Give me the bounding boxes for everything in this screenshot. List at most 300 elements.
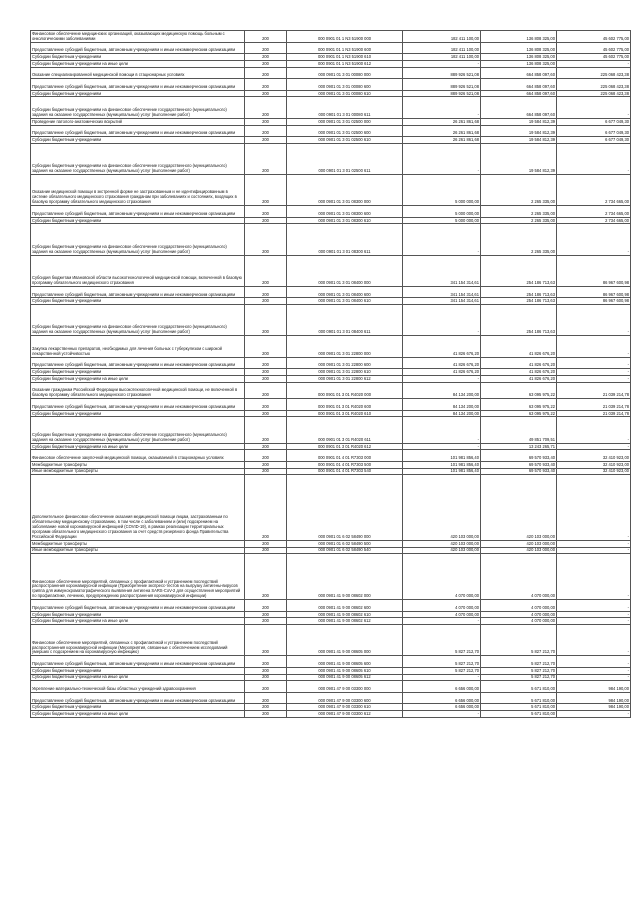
row-executed-amount-cell: 5 827 212,70 xyxy=(481,656,557,668)
row-remaining-amount-cell: 984 190,00 xyxy=(557,704,631,711)
row-name-cell: Субсидии бюджетным учреждениям xyxy=(31,217,245,224)
row-admin-code-cell: 200 xyxy=(245,42,287,54)
table-row xyxy=(31,618,631,625)
table-row xyxy=(31,305,631,336)
row-budget-code-cell: 000 0901 01 3 01 08300 610 xyxy=(287,217,403,224)
row-name-cell: Финансовое обеспечение мероприятий, связанных с профилактикой и устранением последствий распространения коронавирусной инфекции (Мероприятия, связанные с обеспечением исследований умерших с подозрением на коронавирусную инфекцию) xyxy=(31,625,245,656)
row-admin-code-cell: 200 xyxy=(245,286,287,298)
row-approved-amount-cell: 41 826 676,20 xyxy=(403,369,481,376)
row-admin-code-cell: 200 xyxy=(245,618,287,625)
row-name-cell: Предоставление субсидий бюджетным, автономным учреждениям и иным некоммерческим организациям xyxy=(31,125,245,137)
row-name-cell: Межбюджетные трансферты xyxy=(31,540,245,547)
row-budget-code-cell: 000 0901 41 9 00 08605 000 xyxy=(287,625,403,656)
row-budget-code-cell: 000 0901 41 9 00 08602 000 xyxy=(287,554,403,600)
row-admin-code-cell: 200 xyxy=(245,125,287,137)
row-remaining-amount-cell: 984 190,00 xyxy=(557,692,631,704)
row-budget-code-cell: 000 0901 01 3 01 22800 600 xyxy=(287,357,403,369)
budget-table xyxy=(30,30,631,718)
row-admin-code-cell: 200 xyxy=(245,711,287,718)
table-row xyxy=(31,137,631,144)
row-executed-amount-cell: 4 070 000,00 xyxy=(481,611,557,618)
row-budget-code-cell: 000 0901 01 3 01 00080 611 xyxy=(287,97,403,118)
row-budget-code-cell: 000 0901 01 6 02 58490 500 xyxy=(287,540,403,547)
table-row xyxy=(31,417,631,443)
document-page xyxy=(30,30,630,718)
row-admin-code-cell: 200 xyxy=(245,417,287,443)
row-executed-amount-cell: 254 186 713,63 xyxy=(481,298,557,305)
row-budget-code-cell: 000 0901 01 3 01 00080 600 xyxy=(287,79,403,91)
row-remaining-amount-cell: - xyxy=(557,600,631,612)
row-remaining-amount-cell: 2 734 665,00 xyxy=(557,217,631,224)
row-budget-code-cell: 000 0901 41 9 00 08602 612 xyxy=(287,618,403,625)
row-executed-amount-cell: 5 827 212,70 xyxy=(481,625,557,656)
table-row xyxy=(31,399,631,411)
row-executed-amount-cell: 664 858 097,60 xyxy=(481,97,557,118)
row-budget-code-cell: 000 0901 01 3 01 00080 610 xyxy=(287,90,403,97)
row-budget-code-cell: 000 0901 01 3 01 R4020 000 xyxy=(287,382,403,399)
row-name-cell: Субсидии бюджетным учреждениям на иные цели xyxy=(31,375,245,382)
row-executed-amount-cell: 41 826 676,20 xyxy=(481,375,557,382)
table-row xyxy=(31,656,631,668)
table-row xyxy=(31,125,631,137)
row-remaining-amount-cell: 225 068 423,38 xyxy=(557,79,631,91)
row-name-cell: Субсидии бюджетным учреждениям xyxy=(31,90,245,97)
row-remaining-amount-cell: - xyxy=(557,97,631,118)
table-row xyxy=(31,54,631,61)
row-remaining-amount-cell: - xyxy=(557,369,631,376)
row-executed-amount-cell: 41 826 676,20 xyxy=(481,369,557,376)
row-name-cell: Субсидии бюджетным учреждениям на иные цели xyxy=(31,618,245,625)
row-remaining-amount-cell: - xyxy=(557,357,631,369)
row-approved-amount-cell: 420 103 000,00 xyxy=(403,475,481,541)
row-approved-amount-cell: 84 134 200,00 xyxy=(403,382,481,399)
row-approved-amount-cell: 101 981 856,40 xyxy=(403,468,481,475)
row-admin-code-cell: 200 xyxy=(245,217,287,224)
row-name-cell: Предоставление субсидий бюджетным, автономным учреждениям и иным некоммерческим организациям xyxy=(31,692,245,704)
row-name-cell: Субсидии бюджетным учреждениям на иные цели xyxy=(31,674,245,681)
row-admin-code-cell: 200 xyxy=(245,60,287,67)
row-admin-code-cell: 200 xyxy=(245,369,287,376)
row-approved-amount-cell: 5 000 000,00 xyxy=(403,206,481,218)
table-row xyxy=(31,475,631,541)
row-executed-amount-cell: 2 265 335,00 xyxy=(481,224,557,255)
budget-table-body xyxy=(31,31,631,718)
row-executed-amount-cell: 420 103 000,00 xyxy=(481,540,557,547)
table-row xyxy=(31,443,631,450)
row-admin-code-cell: 200 xyxy=(245,174,287,205)
row-name-cell: Оказание медицинской помощи в экстренной форме не застрахованным и не идентифицированным в системе обязательного медицинского страхования гражданам при заболеваниях и состояниях, входящих в базовую программу обязательного медицинского страхования xyxy=(31,174,245,205)
row-executed-amount-cell: 2 265 335,00 xyxy=(481,217,557,224)
row-approved-amount-cell: 4 070 000,00 xyxy=(403,611,481,618)
row-admin-code-cell: 200 xyxy=(245,90,287,97)
row-name-cell: Оказание специализированной медицинской помощи в стационарных условиях xyxy=(31,67,245,79)
row-executed-amount-cell: 420 103 000,00 xyxy=(481,547,557,554)
row-remaining-amount-cell: 45 602 775,00 xyxy=(557,42,631,54)
table-row xyxy=(31,410,631,417)
row-remaining-amount-cell: 86 967 600,98 xyxy=(557,298,631,305)
row-remaining-amount-cell: 2 734 665,00 xyxy=(557,206,631,218)
row-name-cell: Дополнительное финансовое обеспечение оказания медицинской помощи лицам, застрахованным по обязательному медицинскому страхованию, в том числе с заболеванием и (или) подозрением на заболевание новой коронавирусной инфекцией (COVID-19), в рамках реализации территориальных программ обязательного медицинского страхования за счет средств резервного фонда Правительства Российской Федерации xyxy=(31,475,245,541)
row-executed-amount-cell: 63 095 975,22 xyxy=(481,399,557,411)
row-budget-code-cell: 000 0901 01 3 01 R4020 611 xyxy=(287,417,403,443)
row-admin-code-cell: 200 xyxy=(245,97,287,118)
row-name-cell: Субсидии бюджетным учреждениям на иные цели xyxy=(31,60,245,67)
row-budget-code-cell: 000 0901 01 3 01 08300 611 xyxy=(287,224,403,255)
row-executed-amount-cell: 41 826 676,20 xyxy=(481,336,557,357)
table-row xyxy=(31,255,631,286)
row-budget-code-cell: 000 0901 01 3 01 08300 600 xyxy=(287,206,403,218)
row-remaining-amount-cell: 32 410 923,00 xyxy=(557,468,631,475)
row-approved-amount-cell: 889 926 521,08 xyxy=(403,90,481,97)
row-approved-amount-cell: 182 411 100,00 xyxy=(403,54,481,61)
row-admin-code-cell: 200 xyxy=(245,443,287,450)
row-name-cell: Предоставление субсидий бюджетным, автономным учреждениям и иным некоммерческим организациям xyxy=(31,600,245,612)
row-admin-code-cell: 200 xyxy=(245,540,287,547)
table-row xyxy=(31,97,631,118)
row-name-cell: Субсидии бюджетным учреждениям xyxy=(31,54,245,61)
row-budget-code-cell: 000 0901 47 9 00 03300 612 xyxy=(287,711,403,718)
row-executed-amount-cell: 664 858 097,60 xyxy=(481,79,557,91)
row-approved-amount-cell: 41 826 676,20 xyxy=(403,336,481,357)
row-admin-code-cell: 200 xyxy=(245,224,287,255)
row-budget-code-cell: 000 0901 01 1 N3 51900 600 xyxy=(287,42,403,54)
row-name-cell: Предоставление субсидий бюджетным, автономным учреждениям и иным некоммерческим организациям xyxy=(31,399,245,411)
table-row xyxy=(31,90,631,97)
row-name-cell: Субсидии бюджетным учреждениям на иные цели xyxy=(31,711,245,718)
table-row xyxy=(31,692,631,704)
row-remaining-amount-cell: 225 068 423,38 xyxy=(557,67,631,79)
row-executed-amount-cell: 5 671 810,00 xyxy=(481,704,557,711)
row-admin-code-cell: 200 xyxy=(245,450,287,462)
row-approved-amount-cell: 6 656 000,00 xyxy=(403,704,481,711)
table-row xyxy=(31,118,631,125)
row-admin-code-cell: 200 xyxy=(245,399,287,411)
row-approved-amount-cell: - xyxy=(403,143,481,174)
row-approved-amount-cell: 84 134 200,00 xyxy=(403,410,481,417)
row-approved-amount-cell: 5 827 212,70 xyxy=(403,667,481,674)
row-name-cell: Субсидии бюджетным учреждениям xyxy=(31,410,245,417)
row-budget-code-cell: 000 0901 01 4 01 R7303 500 xyxy=(287,462,403,469)
table-row xyxy=(31,554,631,600)
row-executed-amount-cell: 2 265 335,00 xyxy=(481,206,557,218)
row-name-cell: Субсидии бюджетным учреждениям на иные цели xyxy=(31,443,245,450)
row-admin-code-cell: 200 xyxy=(245,611,287,618)
row-approved-amount-cell: 6 656 000,00 xyxy=(403,692,481,704)
row-budget-code-cell: 000 0901 01 3 01 00080 000 xyxy=(287,67,403,79)
table-row xyxy=(31,540,631,547)
row-approved-amount-cell: 26 261 861,68 xyxy=(403,125,481,137)
row-remaining-amount-cell: - xyxy=(557,60,631,67)
row-remaining-amount-cell: 2 734 665,00 xyxy=(557,174,631,205)
row-remaining-amount-cell: 984 190,00 xyxy=(557,681,631,693)
row-budget-code-cell: 000 0901 01 3 01 08400 611 xyxy=(287,305,403,336)
row-name-cell: Предоставление субсидий бюджетным, автономным учреждениям и иным некоммерческим организациям xyxy=(31,656,245,668)
row-approved-amount-cell: 341 154 314,61 xyxy=(403,255,481,286)
table-row xyxy=(31,667,631,674)
row-approved-amount-cell: - xyxy=(403,375,481,382)
row-budget-code-cell: 000 0901 01 1 N3 51900 612 xyxy=(287,60,403,67)
row-remaining-amount-cell: 21 039 214,78 xyxy=(557,399,631,411)
row-admin-code-cell: 200 xyxy=(245,692,287,704)
row-budget-code-cell: 000 0901 01 3 01 02500 600 xyxy=(287,125,403,137)
row-admin-code-cell: 200 xyxy=(245,137,287,144)
row-admin-code-cell: 200 xyxy=(245,625,287,656)
table-row xyxy=(31,382,631,399)
row-admin-code-cell: 200 xyxy=(245,375,287,382)
table-row xyxy=(31,42,631,54)
row-admin-code-cell: 200 xyxy=(245,67,287,79)
row-budget-code-cell: 000 0901 01 3 01 22800 000 xyxy=(287,336,403,357)
table-row xyxy=(31,704,631,711)
row-approved-amount-cell: - xyxy=(403,305,481,336)
table-row xyxy=(31,462,631,469)
row-budget-code-cell: 000 0901 01 3 01 08400 610 xyxy=(287,298,403,305)
row-approved-amount-cell: 101 981 856,40 xyxy=(403,462,481,469)
row-remaining-amount-cell: 21 039 214,78 xyxy=(557,410,631,417)
row-approved-amount-cell: 5 827 212,70 xyxy=(403,656,481,668)
row-executed-amount-cell: 136 808 325,00 xyxy=(481,42,557,54)
row-remaining-amount-cell: - xyxy=(557,656,631,668)
row-approved-amount-cell: 341 154 314,61 xyxy=(403,298,481,305)
row-executed-amount-cell: 136 808 325,00 xyxy=(481,60,557,67)
row-executed-amount-cell: 49 851 709,51 xyxy=(481,417,557,443)
row-budget-code-cell: 000 0901 01 1 N3 51900 610 xyxy=(287,54,403,61)
row-admin-code-cell: 200 xyxy=(245,674,287,681)
row-admin-code-cell: 200 xyxy=(245,298,287,305)
row-approved-amount-cell: 5 000 000,00 xyxy=(403,217,481,224)
row-approved-amount-cell: 889 926 521,08 xyxy=(403,67,481,79)
row-approved-amount-cell: - xyxy=(403,711,481,718)
row-approved-amount-cell: 101 981 856,40 xyxy=(403,450,481,462)
row-executed-amount-cell: 4 070 000,00 xyxy=(481,554,557,600)
row-budget-code-cell: 000 0901 47 9 00 03300 610 xyxy=(287,704,403,711)
row-executed-amount-cell: 254 186 713,63 xyxy=(481,305,557,336)
row-name-cell: Субсидии бюджетным учреждениям xyxy=(31,369,245,376)
row-executed-amount-cell: 19 584 812,39 xyxy=(481,137,557,144)
row-remaining-amount-cell: - xyxy=(557,667,631,674)
table-row xyxy=(31,600,631,612)
row-name-cell: Оказание гражданам Российской Федерации высокотехнологичной медицинской помощи, не включенной в базовую программу обязательного медицинского страхования xyxy=(31,382,245,399)
row-budget-code-cell: 000 0901 41 9 00 08605 612 xyxy=(287,674,403,681)
row-admin-code-cell: 200 xyxy=(245,468,287,475)
row-remaining-amount-cell: - xyxy=(557,618,631,625)
row-budget-code-cell: 000 0901 01 6 02 58490 000 xyxy=(287,475,403,541)
row-name-cell: Закупка лекарственных препаратов, необходимых для лечения больных с туберкулезом с широкой лекарственной устойчивостью xyxy=(31,336,245,357)
table-row xyxy=(31,224,631,255)
table-row xyxy=(31,67,631,79)
row-remaining-amount-cell: - xyxy=(557,224,631,255)
row-name-cell: Предоставление субсидий бюджетным, автономным учреждениям и иным некоммерческим организациям xyxy=(31,357,245,369)
row-remaining-amount-cell: - xyxy=(557,305,631,336)
row-approved-amount-cell: 6 656 000,00 xyxy=(403,681,481,693)
table-row xyxy=(31,375,631,382)
row-admin-code-cell: 200 xyxy=(245,336,287,357)
row-executed-amount-cell: 69 570 933,40 xyxy=(481,462,557,469)
row-budget-code-cell: 000 0901 01 4 01 R7303 540 xyxy=(287,468,403,475)
row-name-cell: Субсидии бюджетным учреждениям xyxy=(31,611,245,618)
row-budget-code-cell: 000 0901 41 9 00 08602 610 xyxy=(287,611,403,618)
row-remaining-amount-cell: - xyxy=(557,611,631,618)
row-executed-amount-cell: 664 858 097,60 xyxy=(481,67,557,79)
row-admin-code-cell: 200 xyxy=(245,600,287,612)
row-executed-amount-cell: 19 584 812,39 xyxy=(481,143,557,174)
row-executed-amount-cell: 5 671 810,00 xyxy=(481,711,557,718)
row-budget-code-cell: 000 0901 01 3 01 02500 000 xyxy=(287,118,403,125)
row-approved-amount-cell: - xyxy=(403,618,481,625)
row-remaining-amount-cell: - xyxy=(557,674,631,681)
row-remaining-amount-cell: 225 068 423,38 xyxy=(557,90,631,97)
row-approved-amount-cell: - xyxy=(403,60,481,67)
table-row xyxy=(31,298,631,305)
row-budget-code-cell: 000 0901 01 3 01 R4020 612 xyxy=(287,443,403,450)
row-admin-code-cell: 200 xyxy=(245,704,287,711)
row-approved-amount-cell: 182 411 100,00 xyxy=(403,42,481,54)
row-name-cell: Субсидии бюджетным учреждениям xyxy=(31,667,245,674)
row-admin-code-cell: 200 xyxy=(245,382,287,399)
row-executed-amount-cell: 5 827 212,70 xyxy=(481,667,557,674)
row-executed-amount-cell: 13 243 265,71 xyxy=(481,443,557,450)
table-row xyxy=(31,174,631,205)
row-executed-amount-cell: 4 070 000,00 xyxy=(481,600,557,612)
row-remaining-amount-cell: 45 602 775,00 xyxy=(557,31,631,43)
row-admin-code-cell: 200 xyxy=(245,681,287,693)
row-name-cell: Финансовое обеспечение закупочной медицинской помощи, оказываемой в стационарных условиях xyxy=(31,450,245,462)
row-remaining-amount-cell: - xyxy=(557,625,631,656)
row-admin-code-cell: 200 xyxy=(245,667,287,674)
row-budget-code-cell: 000 0901 41 9 00 08605 610 xyxy=(287,667,403,674)
row-executed-amount-cell: 254 186 713,63 xyxy=(481,255,557,286)
row-remaining-amount-cell: 6 677 049,30 xyxy=(557,137,631,144)
table-row xyxy=(31,31,631,43)
row-name-cell: Укрепление материально-технической базы областных учреждений здравоохранения xyxy=(31,681,245,693)
row-budget-code-cell: 000 0901 01 3 01 02500 611 xyxy=(287,143,403,174)
row-name-cell: Субсидии бюджетным учреждениям на финансовое обеспечение государственного (муниципального) задания на оказание государственных (муниципальных) услуг (выполнение работ) xyxy=(31,97,245,118)
row-admin-code-cell: 200 xyxy=(245,357,287,369)
table-row xyxy=(31,674,631,681)
row-executed-amount-cell: 136 808 325,00 xyxy=(481,54,557,61)
row-admin-code-cell: 200 xyxy=(245,143,287,174)
table-row xyxy=(31,286,631,298)
row-executed-amount-cell: 5 827 212,70 xyxy=(481,674,557,681)
row-approved-amount-cell: 341 154 314,61 xyxy=(403,286,481,298)
row-approved-amount-cell: - xyxy=(403,224,481,255)
row-executed-amount-cell: 136 808 325,00 xyxy=(481,31,557,43)
row-admin-code-cell: 200 xyxy=(245,118,287,125)
row-admin-code-cell: 200 xyxy=(245,206,287,218)
table-row xyxy=(31,143,631,174)
table-row xyxy=(31,336,631,357)
row-executed-amount-cell: 41 826 676,20 xyxy=(481,357,557,369)
row-approved-amount-cell: 5 000 000,00 xyxy=(403,174,481,205)
row-name-cell: Межбюджетные трансферты xyxy=(31,462,245,469)
row-admin-code-cell: 200 xyxy=(245,31,287,43)
row-remaining-amount-cell: 86 967 600,98 xyxy=(557,286,631,298)
row-remaining-amount-cell: - xyxy=(557,417,631,443)
row-executed-amount-cell: 420 103 000,00 xyxy=(481,475,557,541)
row-executed-amount-cell: 63 095 975,22 xyxy=(481,382,557,399)
row-name-cell: Финансовое обеспечение мероприятий, связанных с профилактикой и устранением последствий распространения коронавирусной инфекции (Приобретение экспресс-тестов на выгрузку антигены-вирусов гриппа для иммунохроматографического выявления антигена SARS-CoV-2 для осуществления мероприятий по профилактике, лечению, предупреждению распространения коронавирусной инфекции) xyxy=(31,554,245,600)
row-name-cell: Финансовое обеспечение медицинских организаций, оказывающих медицинскую помощь больным с онкологическими заболеваниями xyxy=(31,31,245,43)
row-name-cell: Предоставление субсидий бюджетным, автономным учреждениям и иным некоммерческим организациям xyxy=(31,286,245,298)
row-approved-amount-cell: 26 261 861,68 xyxy=(403,118,481,125)
table-row xyxy=(31,217,631,224)
row-remaining-amount-cell: 45 602 775,00 xyxy=(557,54,631,61)
row-approved-amount-cell: 889 926 521,08 xyxy=(403,79,481,91)
row-remaining-amount-cell: - xyxy=(557,336,631,357)
row-executed-amount-cell: 4 070 000,00 xyxy=(481,618,557,625)
row-executed-amount-cell: 664 858 097,60 xyxy=(481,90,557,97)
row-approved-amount-cell: 420 103 000,00 xyxy=(403,547,481,554)
table-row xyxy=(31,681,631,693)
row-executed-amount-cell: 19 584 812,39 xyxy=(481,118,557,125)
row-approved-amount-cell: 5 827 212,70 xyxy=(403,625,481,656)
row-remaining-amount-cell: 86 967 600,98 xyxy=(557,255,631,286)
row-budget-code-cell: 000 0901 47 9 00 03300 600 xyxy=(287,692,403,704)
table-row xyxy=(31,450,631,462)
row-budget-code-cell: 000 0901 01 3 01 22800 610 xyxy=(287,369,403,376)
row-remaining-amount-cell: 32 410 923,00 xyxy=(557,462,631,469)
row-admin-code-cell: 200 xyxy=(245,656,287,668)
table-row xyxy=(31,547,631,554)
row-budget-code-cell: 000 0901 41 9 00 08605 600 xyxy=(287,656,403,668)
table-row xyxy=(31,711,631,718)
row-budget-code-cell: 000 0901 41 9 00 08602 600 xyxy=(287,600,403,612)
row-approved-amount-cell: 84 134 200,00 xyxy=(403,399,481,411)
table-row xyxy=(31,369,631,376)
row-admin-code-cell: 200 xyxy=(245,410,287,417)
row-remaining-amount-cell: 21 039 214,78 xyxy=(557,382,631,399)
row-remaining-amount-cell: - xyxy=(557,475,631,541)
table-row xyxy=(31,611,631,618)
row-approved-amount-cell: 4 070 000,00 xyxy=(403,600,481,612)
row-admin-code-cell: 200 xyxy=(245,547,287,554)
row-remaining-amount-cell: - xyxy=(557,547,631,554)
row-remaining-amount-cell: 6 677 049,30 xyxy=(557,125,631,137)
row-name-cell: Субсидии бюджетным учреждениям на финансовое обеспечение государственного (муниципального) задания на оказание государственных (муниципальных) услуг (выполнение работ) xyxy=(31,224,245,255)
row-executed-amount-cell: 2 265 335,00 xyxy=(481,174,557,205)
row-admin-code-cell: 200 xyxy=(245,79,287,91)
row-admin-code-cell: 200 xyxy=(245,305,287,336)
row-name-cell: Проведение патолого-анатомических вскрытий xyxy=(31,118,245,125)
row-name-cell: Субсидии бюджетным учреждениям на финансовое обеспечение государственного (муниципального) задания на оказание государственных (муниципальных) услуг (выполнение работ) xyxy=(31,305,245,336)
row-name-cell: Субсидии бюджетным учреждениям xyxy=(31,137,245,144)
row-executed-amount-cell: 5 671 810,00 xyxy=(481,681,557,693)
row-budget-code-cell: 000 0901 01 3 01 08400 600 xyxy=(287,286,403,298)
row-approved-amount-cell: - xyxy=(403,674,481,681)
row-name-cell: Предоставление субсидий бюджетным, автономным учреждениям и иным некоммерческим организациям xyxy=(31,79,245,91)
table-row xyxy=(31,79,631,91)
row-remaining-amount-cell: - xyxy=(557,375,631,382)
row-budget-code-cell: 000 0901 01 4 01 R7303 000 xyxy=(287,450,403,462)
row-admin-code-cell: 200 xyxy=(245,475,287,541)
table-row xyxy=(31,357,631,369)
row-remaining-amount-cell: 32 410 923,00 xyxy=(557,450,631,462)
row-approved-amount-cell: - xyxy=(403,97,481,118)
row-name-cell: Субсидии бюджетным учреждениям на финансовое обеспечение государственного (муниципального) задания на оказание государственных (муниципальных) услуг (выполнение работ) xyxy=(31,417,245,443)
row-name-cell: Субсидии бюджетным учреждениям xyxy=(31,298,245,305)
row-executed-amount-cell: 5 671 810,00 xyxy=(481,692,557,704)
row-admin-code-cell: 200 xyxy=(245,462,287,469)
row-remaining-amount-cell: - xyxy=(557,540,631,547)
row-name-cell: Субсидии бюджетным учреждениям на финансовое обеспечение государственного (муниципального) задания на оказание государственных (муниципальных) услуг (выполнение работ) xyxy=(31,143,245,174)
row-approved-amount-cell: 26 261 861,68 xyxy=(403,137,481,144)
row-budget-code-cell: 000 0901 01 3 01 22800 612 xyxy=(287,375,403,382)
row-admin-code-cell: 200 xyxy=(245,54,287,61)
row-budget-code-cell: 000 0901 01 3 01 R4020 610 xyxy=(287,410,403,417)
row-name-cell: Субсидия бюджетам Ивановской области высокотехнологичной медицинской помощи, включенной в базовую программу обязательного медицинского страхования xyxy=(31,255,245,286)
row-budget-code-cell: 000 0901 01 3 01 08400 000 xyxy=(287,255,403,286)
row-name-cell: Предоставление субсидий бюджетным, автономным учреждениям и иным некоммерческим организациям xyxy=(31,206,245,218)
